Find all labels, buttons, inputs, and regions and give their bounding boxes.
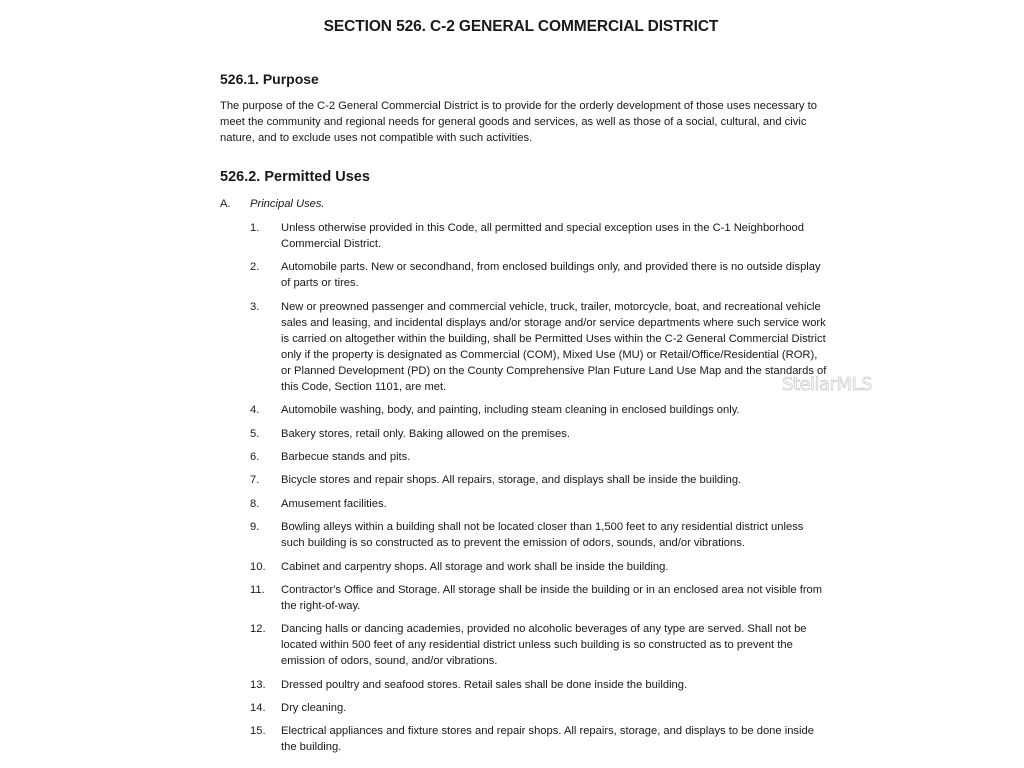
document-body bbox=[220, 70, 830, 763]
purpose-paragraph: The purpose of the C-2 General Commercial District is to provide for the orderly development of those uses necessary to meet the community and regional needs for general goods and services, as well as those of a social, cultural, and civic nature, and to exclude uses not compatible with such activities. bbox=[220, 100, 817, 144]
list-item-text: Unless otherwise provided in this Code, all permitted and special exception uses in the C-1 Neighborhood Commercial District. bbox=[281, 222, 804, 250]
list-item-text: Automobile washing, body, and painting, including steam cleaning in enclosed buildings only. bbox=[281, 404, 740, 417]
list-item bbox=[220, 700, 830, 716]
list-item-number: 8. bbox=[250, 497, 260, 510]
list-item-number: 14. bbox=[250, 702, 266, 715]
list-item bbox=[220, 259, 830, 291]
list-item bbox=[220, 677, 830, 693]
list-item bbox=[220, 426, 830, 442]
list-item-text: Dancing halls or dancing academies, provided no alcoholic beverages of any type are served. Shall not be located within 500 feet of any residential district unless such building is so constructed as to prevent the emission of odors, sound, and/or vibrations. bbox=[281, 623, 807, 668]
list-item bbox=[220, 299, 830, 395]
list-item-number: 13. bbox=[250, 678, 266, 691]
list-item-number: 10. bbox=[250, 560, 266, 573]
list-item-text: Contractor's Office and Storage. All storage shall be inside the building or in an enclosed area not visible from the right-of-way. bbox=[281, 583, 823, 612]
list-item-number: 12. bbox=[250, 623, 266, 636]
list-item-number: 4. bbox=[250, 404, 260, 417]
list-item-number: 6. bbox=[250, 450, 260, 463]
list-item bbox=[220, 559, 830, 575]
list-item-text: Dressed poultry and seafood stores. Retail sales shall be done inside the building. bbox=[281, 678, 688, 691]
list-item-text: New or preowned passenger and commercial vehicle, truck, trailer, motorcycle, boat, and recreational vehicle sales and leasing, and incidental displays and/or storage and/or service departments where such service work is carried on altogether within the building, shall be Permitted Uses within the C-2 General Commercial District only if the property is designated as Commercial (COM), Mixed Use (MU) or Retail/Office/Residential (ROR), or Planned Development (PD) on the County Comprehensive Plan Future Land Use Map and the standards of this Code, Section 1101, are met. bbox=[281, 300, 827, 393]
list-item bbox=[220, 582, 830, 614]
permitted-uses-heading: 526.2. Permitted Uses bbox=[220, 169, 370, 185]
list-item-text: Dry cleaning. bbox=[281, 702, 347, 715]
list-item bbox=[220, 472, 830, 488]
list-item-text: Bicycle stores and repair shops. All repairs, storage, and displays shall be inside the building. bbox=[281, 474, 742, 487]
list-item bbox=[220, 496, 830, 512]
list-item-text: Electrical appliances and fixture stores and repair shops. All repairs, storage, and displays to be done inside the building. bbox=[281, 725, 814, 754]
list-item bbox=[220, 723, 830, 755]
list-item-text: Cabinet and carpentry shops. All storage and work shall be inside the building. bbox=[281, 560, 669, 573]
list-item-number: 5. bbox=[250, 427, 260, 440]
list-item bbox=[220, 220, 830, 252]
watermark: StellarMLS bbox=[782, 374, 872, 395]
purpose-heading: 526.1. Purpose bbox=[220, 71, 319, 87]
permitted-uses-list bbox=[220, 220, 830, 755]
list-item-text: Automobile parts. New or secondhand, from enclosed buildings only, and provided there is no outside display of parts or tires. bbox=[281, 261, 821, 290]
list-item-number: 11. bbox=[250, 583, 265, 596]
list-item bbox=[220, 449, 830, 465]
list-item bbox=[220, 621, 830, 669]
list-item-number: 15. bbox=[250, 725, 266, 738]
document-title: SECTION 526. C-2 GENERAL COMMERCIAL DISTRICT bbox=[323, 18, 719, 35]
list-item-text: Amusement facilities. bbox=[281, 497, 387, 510]
list-item-text: Bowling alleys within a building shall not be located closer than 1,500 feet to any residential district unless such building is so constructed as to prevent the emission of odors, sounds, and/or vibrations. bbox=[281, 521, 804, 550]
list-item-text: Barbecue stands and pits. bbox=[281, 450, 411, 463]
list-item-text: Bakery stores, retail only. Baking allowed on the premises. bbox=[281, 427, 570, 440]
list-item bbox=[220, 519, 830, 551]
list-item-number: 1. bbox=[250, 222, 260, 234]
list-item-number: 7. bbox=[250, 474, 260, 487]
list-item-number: 3. bbox=[250, 300, 260, 313]
subsection-label: Principal Uses. bbox=[250, 198, 325, 210]
list-item bbox=[220, 402, 830, 418]
list-item-number: 9. bbox=[250, 521, 260, 534]
principal-uses-subsection bbox=[220, 196, 830, 212]
list-item-number: 2. bbox=[250, 261, 260, 274]
subsection-marker: A. bbox=[220, 198, 231, 210]
